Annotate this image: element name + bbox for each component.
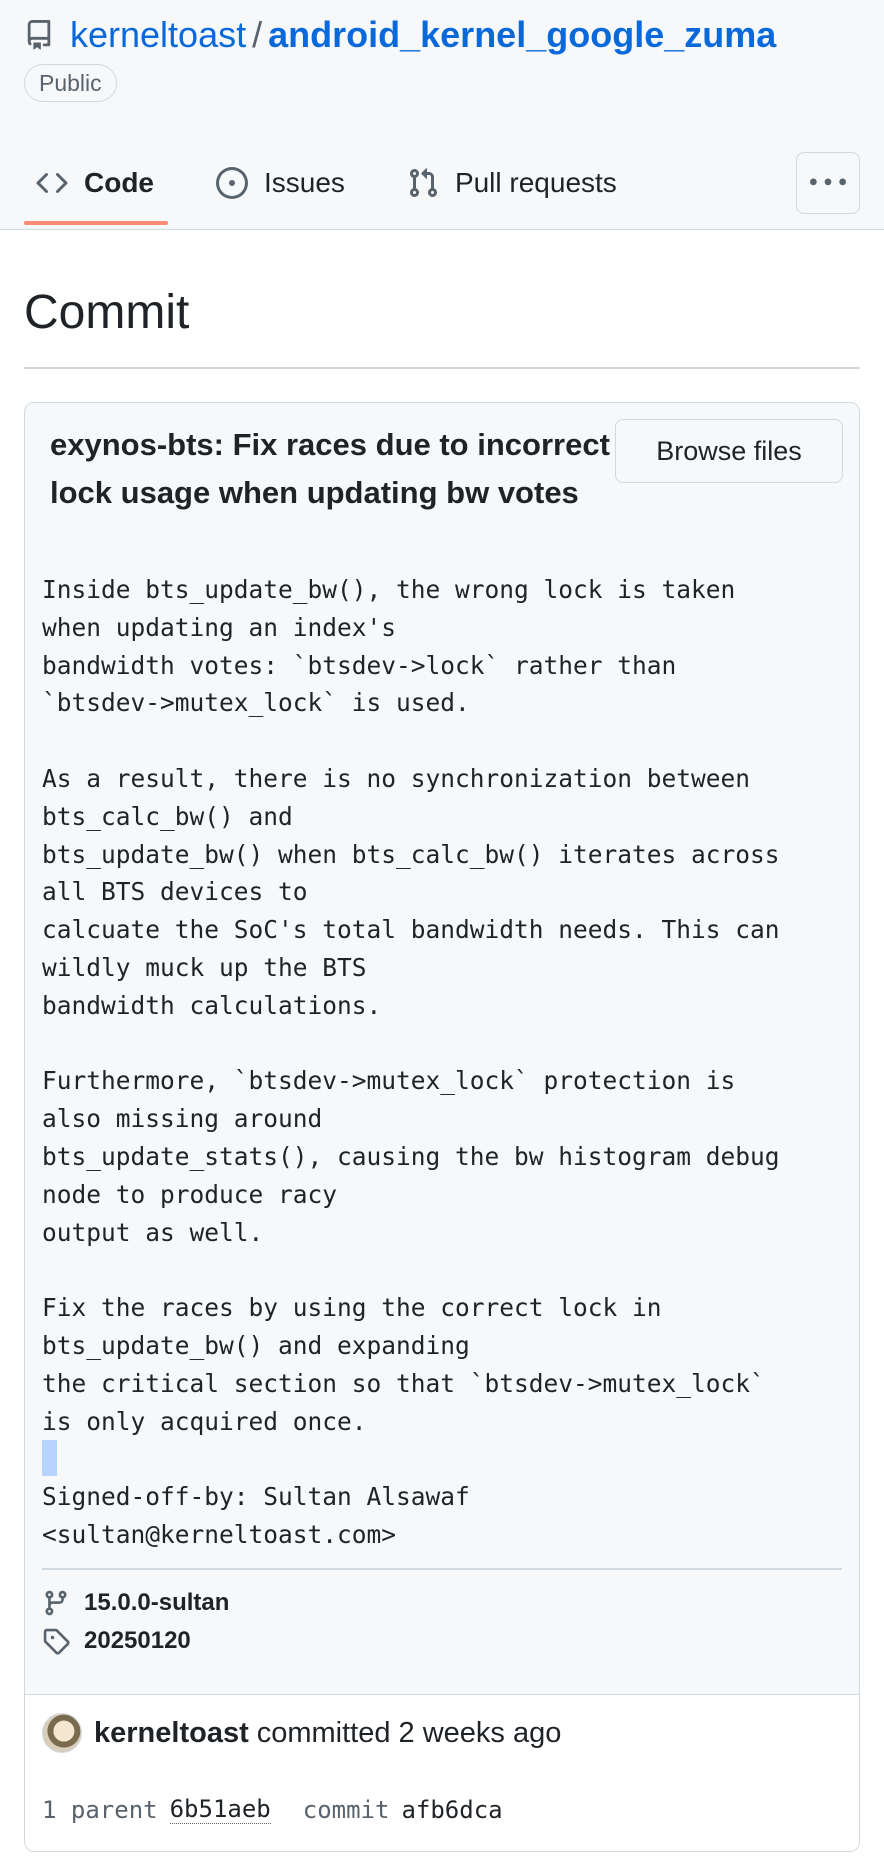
commit-body-line: Inside bts_update_bw(), the wrong lock is taken (42, 575, 736, 604)
commit-body-line (42, 1251, 852, 1289)
commit-body-line: `btsdev->mutex_lock` is used. (42, 688, 470, 718)
author-link[interactable]: kerneltoast (94, 1716, 249, 1749)
commit-body-line: Signed-off-by: Sultan Alsawaf (42, 1482, 470, 1512)
tab-pull-requests-label: Pull requests (454, 167, 617, 198)
repo-separator: / (252, 14, 263, 55)
commit-body-line: wildly muck up the BTS (42, 952, 367, 982)
branch-ref[interactable] (42, 1589, 229, 1617)
tab-issues[interactable] (204, 150, 345, 216)
tag-ref[interactable] (42, 1627, 191, 1655)
tab-code[interactable] (24, 150, 154, 216)
parent-sha-link[interactable]: 6b51aeb (169, 1795, 271, 1823)
commit-action-text: committed 2 weeks ago (256, 1716, 562, 1749)
commit-body-line (42, 1025, 852, 1063)
commit-body-line (42, 722, 852, 760)
commit-shas (42, 1795, 503, 1824)
page-title: Commit (24, 286, 190, 339)
commit-footer (25, 1695, 859, 1851)
commit-header (25, 403, 859, 1695)
commit-body-line: calcuate the SoC's total bandwidth needs. This can (42, 915, 780, 945)
commit-body-line: output as well. (42, 1217, 264, 1247)
commit-body-line: <sultan@kerneltoast.com> (42, 1519, 397, 1549)
commit-body-line: As a result, there is no synchronization between (42, 763, 751, 793)
repo-icon (24, 20, 54, 50)
tag-name: 20250120 (84, 1627, 191, 1654)
repo-owner-link[interactable]: kerneltoast (70, 14, 247, 55)
repo-name-link[interactable]: android_kernel_google_zuma (268, 14, 777, 55)
commit-body-line: is only acquired once. (42, 1406, 367, 1436)
issue-opened-icon (216, 167, 248, 199)
avatar[interactable] (42, 1713, 82, 1753)
tab-pull-requests[interactable] (395, 150, 617, 216)
commit-body-line: Fix the races by using the correct lock in (42, 1293, 662, 1323)
commit-body-line: node to produce racy (42, 1179, 338, 1209)
commit-body-line: the critical section so that `btsdev->mutex_lock` (42, 1368, 765, 1398)
commit-body-line: all BTS devices to (42, 877, 308, 907)
commit-body-line (42, 1440, 852, 1478)
commit-body-line: bandwidth votes: `btsdev->lock` rather than (42, 650, 677, 680)
more-tabs-button[interactable] (796, 152, 860, 214)
commit-body-line: bts_update_stats(), causing the bw histogram debug (42, 1141, 780, 1171)
tab-issues-label: Issues (264, 167, 345, 198)
commit-body-line: bts_update_bw() and expanding (42, 1330, 470, 1360)
parent-label: 1 parent (42, 1795, 158, 1824)
repo-title (24, 14, 776, 56)
tab-code-label: Code (84, 167, 154, 198)
repo-header (0, 0, 884, 230)
commit-sha: afb6dca (401, 1795, 503, 1824)
commit-box (24, 402, 860, 1852)
tag-icon (42, 1627, 70, 1655)
visibility-badge: Public (24, 64, 117, 102)
commit-meta-divider (42, 1568, 842, 1570)
commit-body-line: Furthermore, `btsdev->mutex_lock` protection is (42, 1066, 736, 1096)
commit-body-line: when updating an index's (42, 612, 397, 642)
browse-files-button[interactable]: Browse files (615, 419, 843, 483)
repo-tabs (24, 150, 667, 216)
text-selection-caret (42, 1440, 57, 1476)
commit-body-line: bandwidth calculations. (42, 990, 382, 1020)
title-divider (24, 367, 860, 369)
branch-name: 15.0.0-sultan (84, 1589, 230, 1616)
commit-message-body (42, 571, 852, 1554)
git-branch-icon (42, 1589, 70, 1617)
commit-body-line: also missing around (42, 1104, 323, 1134)
git-pull-request-icon (407, 167, 439, 199)
code-icon (36, 167, 68, 199)
commit-body-line: bts_update_bw() when bts_calc_bw() iterates across (42, 839, 780, 869)
commit-body-line: bts_calc_bw() and (42, 801, 293, 831)
author-line (42, 1713, 561, 1753)
kebab-horizontal-icon (810, 165, 846, 201)
commit-label: commit (302, 1795, 390, 1824)
commit-subject: exynos-bts: Fix races due to incorrect lock usage when updating bw votes (50, 427, 610, 510)
